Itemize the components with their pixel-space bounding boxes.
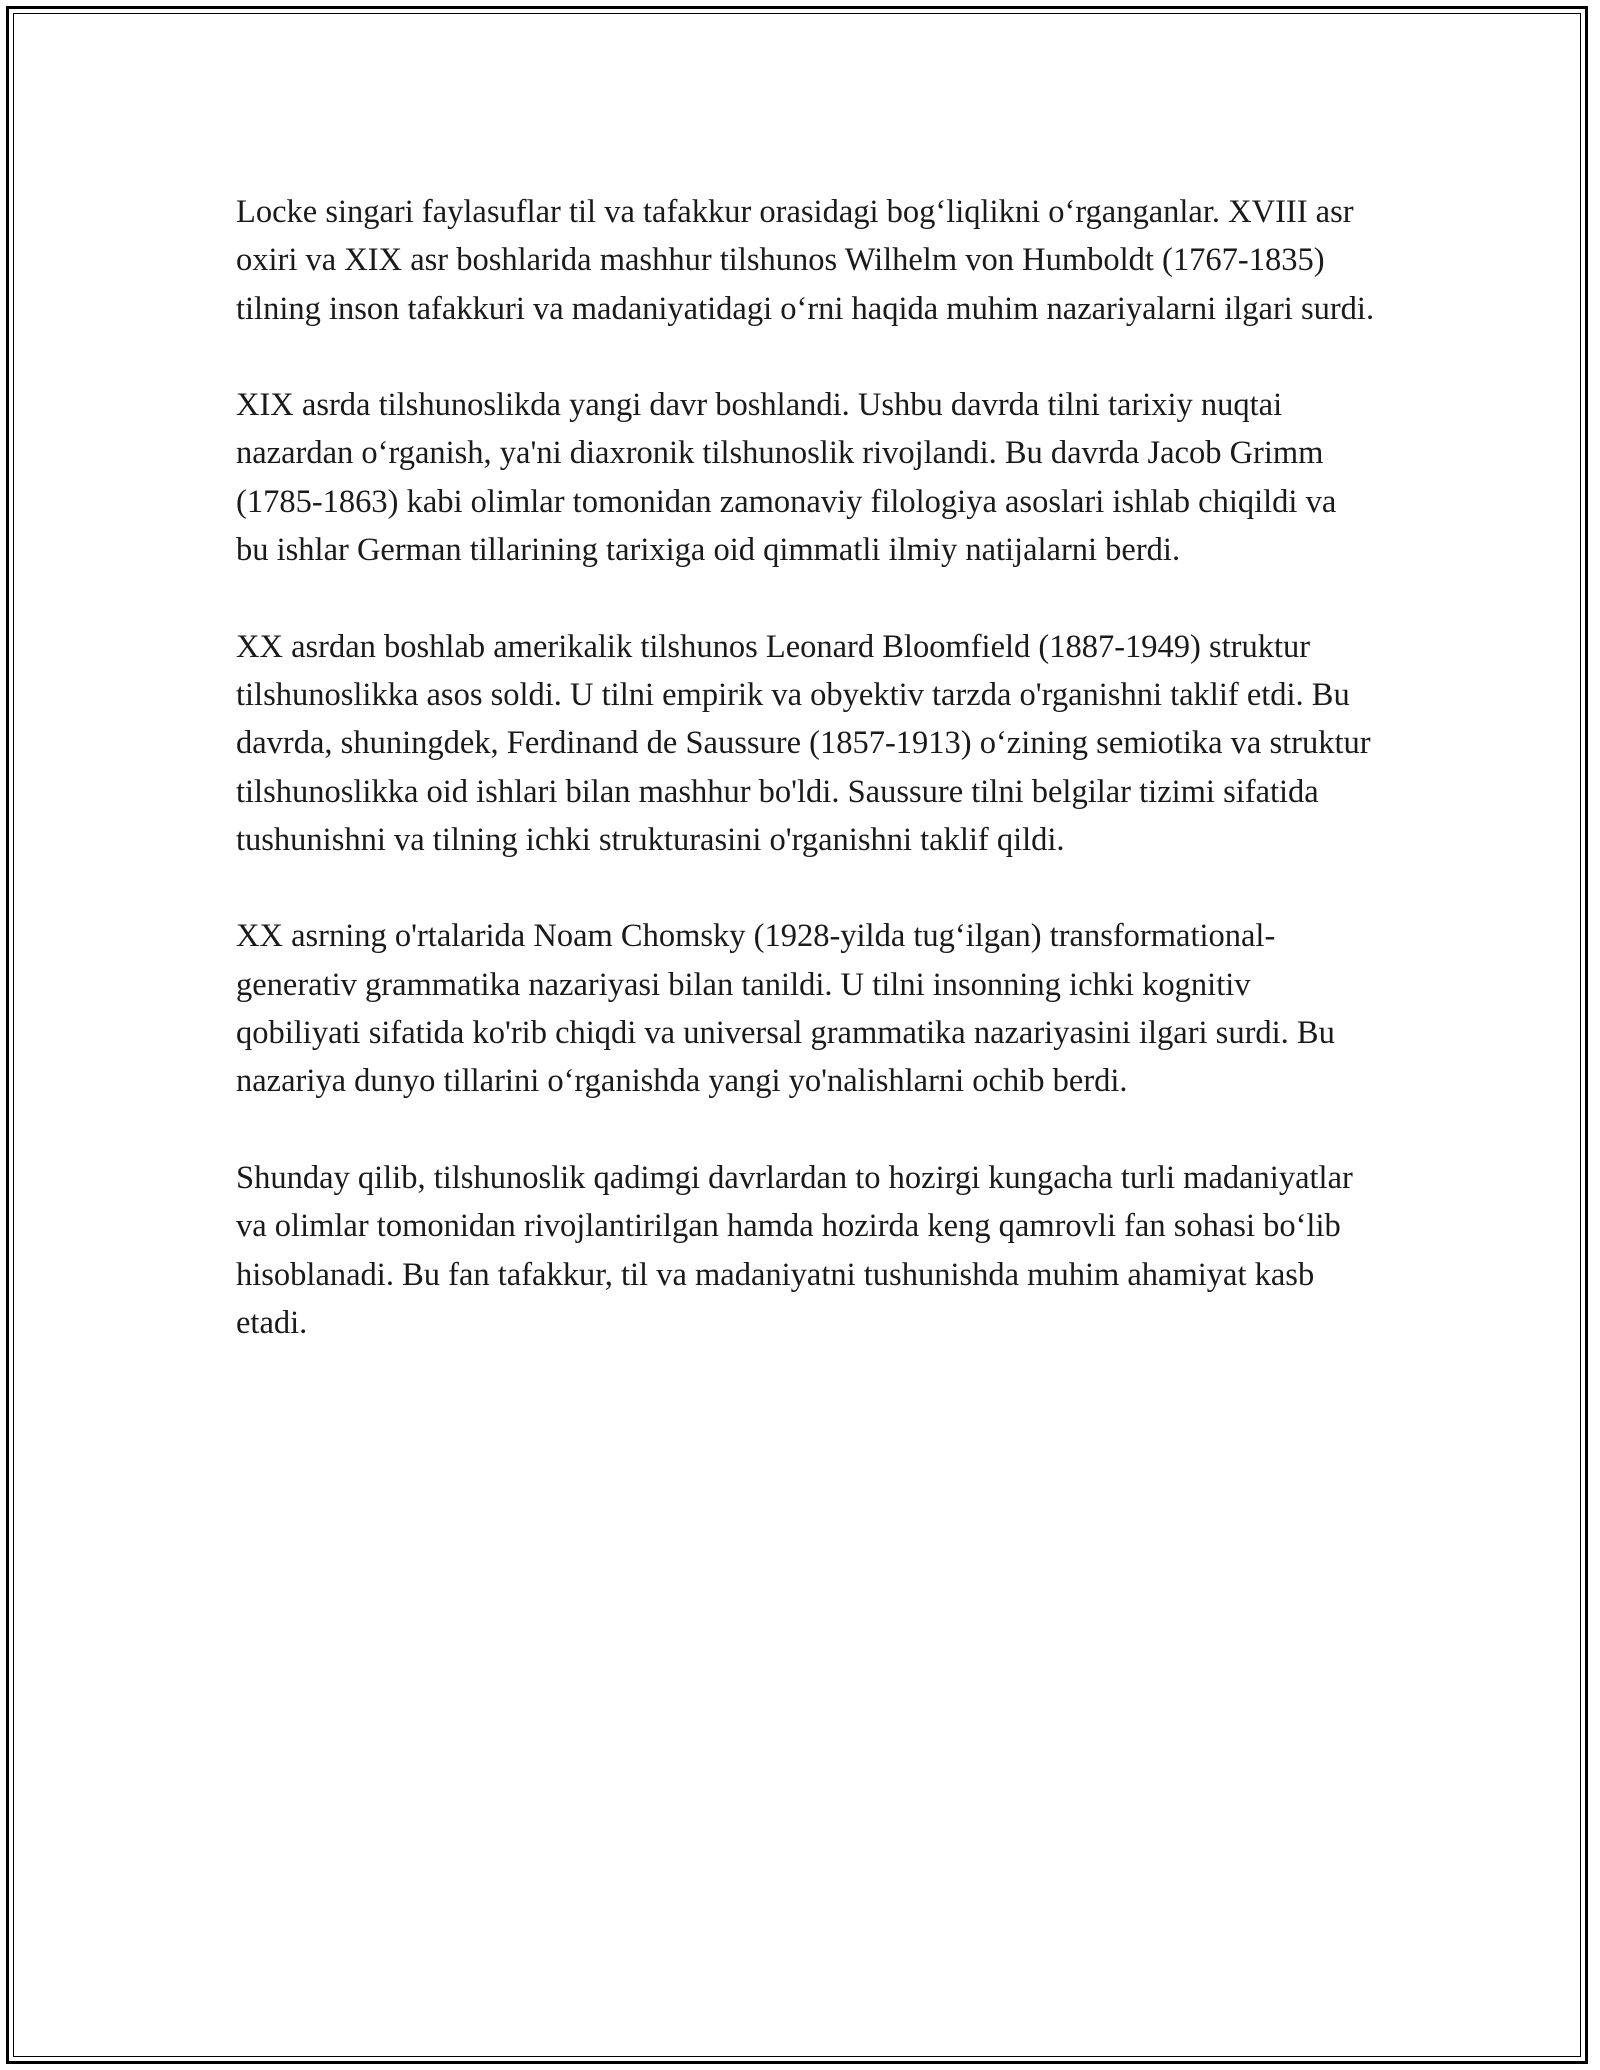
document-body	[236, 188, 1376, 1347]
paragraph-humboldt: Locke singari faylasuflar til va tafakkur orasidagi bog‘liqlikni o‘rganganlar. XVIII asr oxiri va XIX asr boshlarida mashhur tilshunos Wilhelm von Humboldt (1767-1835) tilning inson tafakkuri va madaniyatidagi o‘rni haqida muhim nazariyalarni ilgari surdi.	[236, 194, 1375, 327]
paragraph-chomsky: XX asrning o'rtalarida Noam Chomsky (1928-yilda tug‘ilgan) transformational-generativ grammatika nazariyasi bilan tanildi. U tilni insonning ichki kognitiv qobiliyati sifatida ko'rib chiqdi va universal grammatika nazariyasini ilgari surdi. Bu nazariya dunyo tillarini o‘rganishda yangi yo'nalishlarni ochib berdi.	[236, 918, 1335, 1100]
paragraph-structural: XX asrdan boshlab amerikalik tilshunos Leonard Bloomfield (1887-1949) struktur tilshunoslikka asos soldi. U tilni empirik va obyektiv tarzda o'rganishni taklif etdi. Bu davrda, shuningdek, Ferdinand de Saussure (1857-1913) o‘zining semiotika va struktur tilshunoslikka oid ishlari bilan mashhur bo'ldi. Saussure tilni belgilar tizimi sifatida tushunishni va tilning ichki strukturasini o'rganishni taklif qildi.	[236, 628, 1371, 858]
paragraph-conclusion: Shunday qilib, tilshunoslik qadimgi davrlardan to hozirgi kungacha turli madaniyatlar va olimlar tomonidan rivojlantirilgan hamda hozirda keng qamrovli fan sohasi bo‘lib hisoblanadi. Bu fan tafakkur, til va madaniyatni tushunishda muhim ahamiyat kasb etadi.	[236, 1159, 1353, 1341]
paragraph-diachronic: XIX asrda tilshunoslikda yangi davr boshlandi. Ushbu davrda tilni tarixiy nuqtai nazardan o‘rganish, ya'ni diaxronik tilshunoslik rivojlandi. Bu davrda Jacob Grimm (1785-1863) kabi olimlar tomonidan zamonaviy filologiya asoslari ishlab chiqildi va bu ishlar German tillarining tarixiga oid qimmatli ilmiy natijalarni berdi.	[236, 387, 1337, 569]
